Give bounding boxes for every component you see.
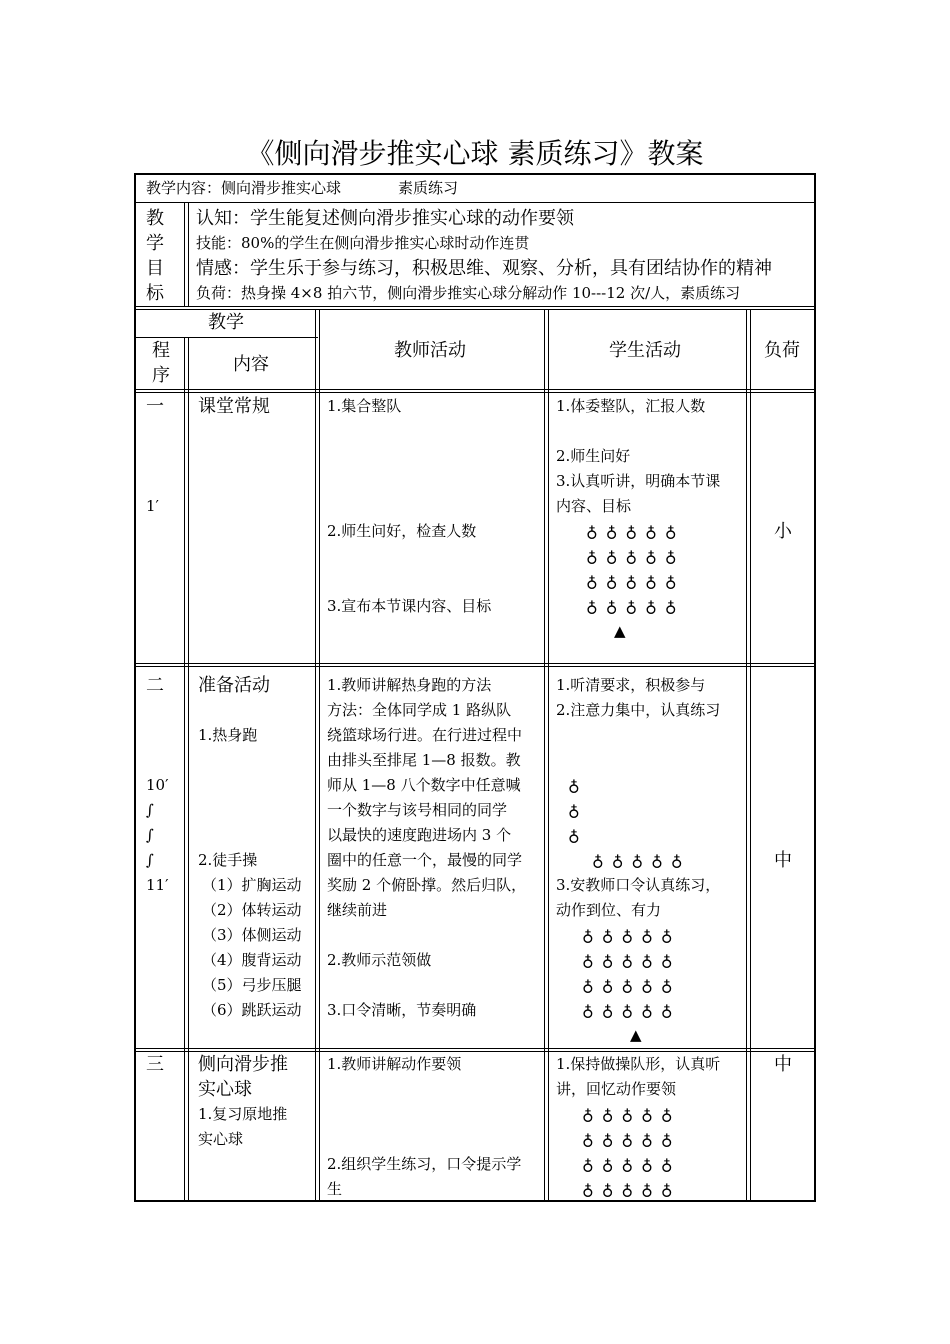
student-marker: ♁: [625, 572, 646, 591]
formation-row: [586, 569, 685, 594]
student-marker: ♁: [645, 597, 665, 616]
student-marker: ♁: [641, 1130, 661, 1149]
section-2-student-2: 2.注意力集中，认真练习: [556, 701, 721, 719]
section-1-student-2: 2.师生问好: [556, 447, 631, 465]
student-marker: ♁: [631, 851, 652, 870]
student-marker: ♁: [670, 851, 691, 870]
section-1-teacher-marker: ▲: [614, 622, 626, 640]
student-marker: ♁: [601, 1001, 622, 1020]
section-3-sub: 1.复习原地推 实心球: [198, 1105, 288, 1148]
student-marker: ♁: [641, 951, 661, 970]
goal-skill: 技能：80%的学生在侧向滑步推实心球时动作连贯: [196, 234, 530, 252]
section-2-student-1: 1.听清要求，积极参与: [556, 676, 706, 694]
section-2-load: 中: [774, 850, 792, 871]
student-marker: ♁: [601, 1180, 622, 1199]
student-marker: ♁: [601, 976, 622, 995]
content-label: 教学内容：侧向滑步推实心球: [146, 179, 342, 197]
section-3-student-1: 1.保持做操队形，认真听: [556, 1055, 721, 1073]
formation-row: [582, 1152, 681, 1177]
student-marker: ♁: [660, 1155, 681, 1174]
goal-load: 负荷：热身操 4×8 拍六节，侧向滑步推实心球分解动作 10---12 次/人，素质练习: [196, 284, 741, 302]
student-marker: ♁: [582, 1130, 602, 1149]
goal-affect: 情感：学生乐于参与练习，积极思维、观察、分析，具有团结协作的精神: [196, 258, 772, 279]
formation-row: [582, 1177, 681, 1202]
student-marker: ♁: [605, 522, 626, 541]
section-3-seq: 三: [146, 1054, 164, 1075]
student-marker: ♁: [641, 1180, 661, 1199]
student-marker: ♁: [641, 976, 661, 995]
student-marker: ♁: [592, 851, 612, 870]
section-1-seq: 一: [146, 396, 164, 417]
formation-row: [582, 923, 681, 948]
section-1-student-3: 3.认真听讲，明确本节课: [556, 472, 721, 490]
formation-row: [592, 848, 691, 873]
section-1-teacher-1: 1.集合整队: [327, 397, 402, 415]
section-1-teacher-2: 2.师生问好，检查人数: [327, 522, 477, 540]
section-1-student-1: 1.体委整队，汇报人数: [556, 397, 706, 415]
goal-cognition: 认知：学生能复述侧向滑步推实心球的动作要领: [196, 208, 574, 229]
student-marker: ♁: [582, 951, 602, 970]
student-marker: ♁: [621, 976, 642, 995]
section-2-run-row: [592, 848, 691, 873]
section-1-content: 课堂常规: [198, 396, 270, 417]
content-extra: 素质练习: [398, 179, 459, 197]
student-marker: ♁: [601, 951, 622, 970]
student-marker: ♁: [651, 851, 671, 870]
student-marker: ♁: [621, 1105, 642, 1124]
section-3-formation: [582, 1102, 681, 1202]
student-marker: ♁: [621, 926, 642, 945]
student-marker: ♁: [660, 1001, 681, 1020]
student-marker: ♁: [586, 547, 606, 566]
student-marker: ♁: [641, 926, 661, 945]
formation-row: [582, 998, 681, 1023]
section-3-student-2: 讲，回忆动作要领: [556, 1080, 677, 1098]
formation-row: [582, 948, 681, 973]
student-marker: ♁: [664, 572, 685, 591]
student-marker: ♁: [625, 522, 646, 541]
section-2-run-column: ♁ ♁ ♁: [568, 776, 588, 845]
formation-row: [582, 1102, 681, 1127]
student-marker: ♁: [621, 1180, 642, 1199]
student-marker: ♁: [601, 1155, 622, 1174]
section-3-teacher-1: 1.教师讲解动作要领: [327, 1055, 462, 1073]
section-2-teacher-marker: ▲: [630, 1026, 642, 1044]
student-marker: ♁: [660, 1180, 681, 1199]
section-2-seq: 二: [146, 675, 164, 696]
section-1-formation: [586, 519, 685, 619]
student-marker: ♁: [605, 572, 626, 591]
lesson-plan-table: [134, 173, 816, 1202]
student-marker: ♁: [664, 547, 685, 566]
student-marker: ♁: [601, 1130, 622, 1149]
section-1-time: 1′: [146, 497, 159, 515]
section-2-student-4: 动作到位、有力: [556, 901, 662, 919]
header-student: 学生活动: [609, 340, 681, 361]
student-marker: ♁: [582, 1155, 602, 1174]
section-3-teacher-3: 生: [327, 1180, 343, 1198]
header-seq: 程序: [152, 340, 170, 386]
formation-row: [586, 519, 685, 544]
student-marker: ♁: [664, 522, 685, 541]
student-marker: ♁: [586, 597, 606, 616]
page-title: 《侧向滑步推实心球 素质练习》教案: [246, 137, 704, 170]
student-marker: ♁: [582, 1001, 602, 1020]
student-marker: ♁: [625, 597, 646, 616]
student-marker: ♁: [660, 926, 681, 945]
student-marker: ♁: [621, 1001, 642, 1020]
student-marker: ♁: [621, 1130, 642, 1149]
goals-label: 教 学 目 标: [146, 208, 164, 304]
section-2-content: 准备活动: [198, 675, 270, 696]
section-2-exercises: （1）扩胸运动 （2）体转运动 （3）体侧运动 （4）腹背运动 （5）弓步压腿 （6）跳跃运动: [202, 876, 302, 1019]
student-marker: ♁: [660, 1105, 681, 1124]
formation-row: [586, 594, 685, 619]
section-3-load: 中: [774, 1054, 792, 1075]
header-teacher: 教师活动: [394, 340, 466, 361]
student-marker: ♁: [645, 522, 665, 541]
student-marker: ♁: [586, 522, 606, 541]
section-2-sub-1: 1.热身跑: [198, 726, 258, 744]
student-marker: ♁: [621, 1155, 642, 1174]
student-marker: ♁: [601, 926, 622, 945]
student-marker: ♁: [621, 951, 642, 970]
header-group: 教学: [208, 312, 244, 333]
student-marker: ♁: [582, 926, 602, 945]
student-marker: ♁: [586, 572, 606, 591]
header-content: 内容: [233, 354, 269, 375]
student-marker: ♁: [664, 597, 685, 616]
section-2-student-3: 3.安教师口令认真练习，: [556, 876, 721, 894]
formation-row: [582, 973, 681, 998]
student-marker: ♁: [582, 1180, 602, 1199]
student-marker: ♁: [660, 1130, 681, 1149]
section-3-teacher-2: 2.组织学生练习，口令提示学: [327, 1155, 522, 1173]
student-marker: ♁: [645, 547, 665, 566]
section-2-time: 10′ ∫ ∫ ∫ 11′: [146, 776, 169, 894]
student-marker: ♁: [605, 547, 626, 566]
formation-row: [582, 1127, 681, 1152]
section-2-sub-2: 2.徒手操: [198, 851, 258, 869]
formation-row: [586, 544, 685, 569]
student-marker: ♁: [601, 1105, 622, 1124]
student-marker: ♁: [645, 572, 665, 591]
student-marker: ♁: [582, 1105, 602, 1124]
student-marker: ♁: [611, 851, 632, 870]
student-marker: ♁: [641, 1155, 661, 1174]
student-marker: ♁: [660, 951, 681, 970]
section-1-teacher-3: 3.宣布本节课内容、目标: [327, 597, 492, 615]
student-marker: ♁: [605, 597, 626, 616]
student-marker: ♁: [582, 976, 602, 995]
student-marker: ♁: [660, 976, 681, 995]
section-2-formation: [582, 923, 681, 1023]
section-3-content: 侧向滑步推 实心球: [198, 1054, 288, 1100]
section-1-student-4: 内容、目标: [556, 497, 632, 515]
section-2-teacher: 1.教师讲解热身跑的方法 方法：全体同学成 1 路纵队 绕篮球场行进。在行进过程中 由排头至排尾 1—8 报数。教 师从 1—8 八个数字中任意喊 一个数字与该号相同的同学 以最快的速度跑进场内 3 个 圈中的任意一个，最慢的同学 奖励 2 个俯卧撑。然后归队， 继续前进 2.教师示范领做 3.口令清晰，节奏明确: [327, 676, 527, 1019]
student-marker: ♁: [625, 547, 646, 566]
section-1-load: 小: [774, 521, 792, 542]
header-load: 负荷: [764, 340, 800, 361]
student-marker: ♁: [641, 1105, 661, 1124]
student-marker: ♁: [641, 1001, 661, 1020]
